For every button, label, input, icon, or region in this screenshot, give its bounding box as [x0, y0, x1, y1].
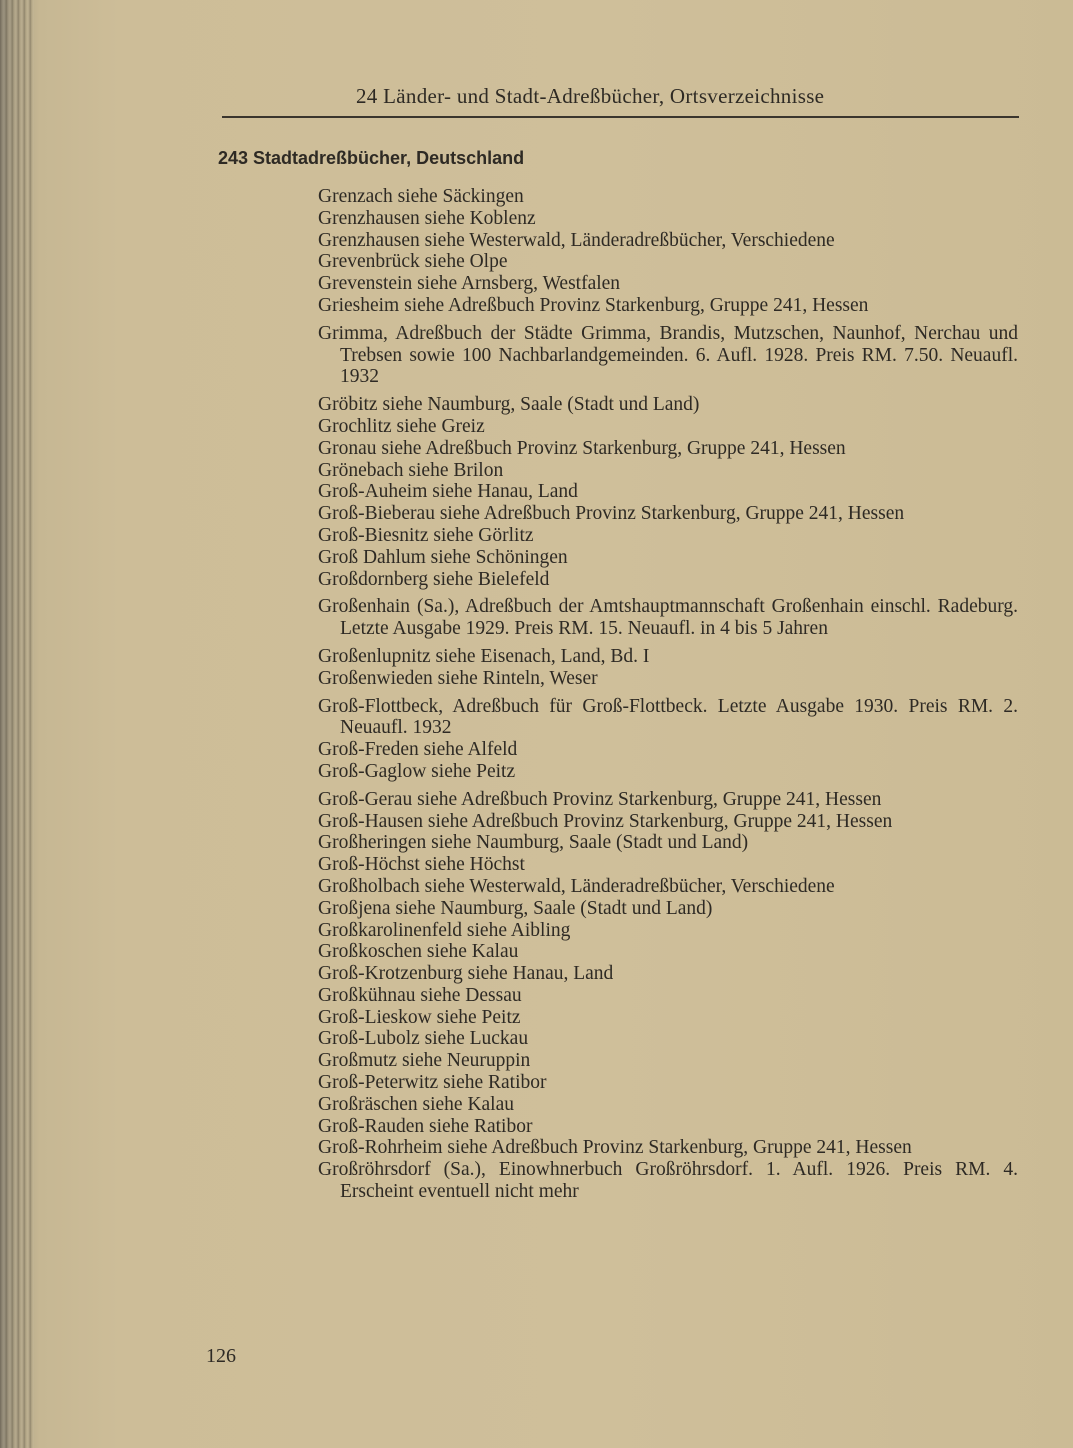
entry-list: [318, 186, 1018, 1203]
list-item: Groß-Gaglow siehe Peitz: [318, 760, 516, 782]
list-item: Großenwieden siehe Rinteln, Weser: [318, 667, 598, 689]
list-item: Grevenstein siehe Arnsberg, Westfalen: [318, 273, 621, 295]
list-item: Großkarolinenfeld siehe Aibling: [318, 919, 571, 941]
list-item: Grenzach siehe Säckingen: [318, 186, 524, 207]
list-item: Groß-Krotzenburg siehe Hanau, Land: [318, 963, 614, 985]
list-item: Großmutz siehe Neuruppin: [318, 1050, 531, 1072]
list-item: Großräschen siehe Kalau: [318, 1093, 514, 1115]
list-item: Grenzhausen siehe Koblenz: [318, 207, 536, 229]
list-item: Griesheim siehe Adreßbuch Provinz Starkenburg, Gruppe 241, Hessen: [318, 294, 869, 316]
list-item: Groß-Lieskow siehe Peitz: [318, 1006, 521, 1028]
list-item: Groß Dahlum siehe Schöningen: [318, 546, 568, 568]
list-item: Gröbitz siehe Naumburg, Saale (Stadt und Land): [318, 394, 700, 416]
list-item: Großdornberg siehe Bielefeld: [318, 568, 550, 590]
list-item: Großholbach siehe Westerwald, Länderadreßbücher, Verschiedene: [318, 875, 835, 897]
list-item: Groß-Freden siehe Alfeld: [318, 739, 518, 761]
running-head: 24 Länder- und Stadt-Adreßbücher, Ortsverzeichnisse: [356, 84, 825, 108]
list-item: Grenzhausen siehe Westerwald, Länderadreßbücher, Verschiedene: [318, 229, 835, 251]
list-item: Grevenbrück siehe Olpe: [318, 251, 508, 273]
list-item: Groß-Peterwitz siehe Ratibor: [318, 1072, 547, 1094]
list-item: Groß-Lubolz siehe Luckau: [318, 1028, 529, 1050]
list-item: Großkühnau siehe Dessau: [318, 984, 522, 1006]
list-item: Groß-Höchst siehe Höchst: [318, 854, 525, 876]
list-item: Groß-Auheim siehe Hanau, Land: [318, 481, 578, 503]
list-item: Groß-Hausen siehe Adreßbuch Provinz Starkenburg, Gruppe 241, Hessen: [318, 810, 893, 832]
list-item: Groß-Gerau siehe Adreßbuch Provinz Starkenburg, Gruppe 241, Hessen: [318, 788, 882, 810]
list-item: Großenlupnitz siehe Eisenach, Land, Bd. I: [318, 645, 650, 667]
list-item: Groß-Rohrheim siehe Adreßbuch Provinz Starkenburg, Gruppe 241, Hessen: [318, 1137, 912, 1159]
list-item: Groß-Bieberau siehe Adreßbuch Provinz Starkenburg, Gruppe 241, Hessen: [318, 503, 905, 525]
list-item: Grochlitz siehe Greiz: [318, 415, 485, 437]
list-item: Grönebach siehe Brilon: [318, 459, 504, 481]
list-item: Großenhain (Sa.), Adreßbuch der Amtshauptmannschaft Großenhain einschl. Radeburg. Letzte Ausgabe 1929. Preis RM. 15. Neuaufl. in 4 bis 5 Jahren: [318, 596, 1018, 640]
list-item: Groß-Biesnitz siehe Görlitz: [318, 524, 534, 546]
list-item: Großheringen siehe Naumburg, Saale (Stadt und Land): [318, 832, 749, 854]
list-item: Grimma, Adreßbuch der Städte Grimma, Brandis, Mutzschen, Naunhof, Nerchau und Trebsen sowie 100 Nachbarlandgemeinden. 6. Aufl. 1928. Preis RM. 7.50. Neuaufl. 1932: [318, 322, 1018, 388]
list-item: Großröhrsdorf (Sa.), Einowhnerbuch Großröhrsdorf. 1. Aufl. 1926. Preis RM. 4. Erscheint eventuell nicht mehr: [318, 1159, 1018, 1203]
list-item: Großkoschen siehe Kalau: [318, 941, 519, 963]
page-number: 126: [206, 1345, 236, 1367]
list-item: Großjena siehe Naumburg, Saale (Stadt und Land): [318, 897, 713, 919]
list-item: Groß-Flottbeck, Adreßbuch für Groß-Flottbeck. Letzte Ausgabe 1930. Preis RM. 2. Neuaufl. 1932: [318, 695, 1018, 739]
header-rule: [222, 116, 1019, 118]
book-binding-edge: [0, 0, 34, 1448]
list-item: Gronau siehe Adreßbuch Provinz Starkenburg, Gruppe 241, Hessen: [318, 437, 846, 459]
section-title: 243 Stadtadreßbücher, Deutschland: [218, 148, 525, 168]
list-item: Groß-Rauden siehe Ratibor: [318, 1115, 533, 1137]
